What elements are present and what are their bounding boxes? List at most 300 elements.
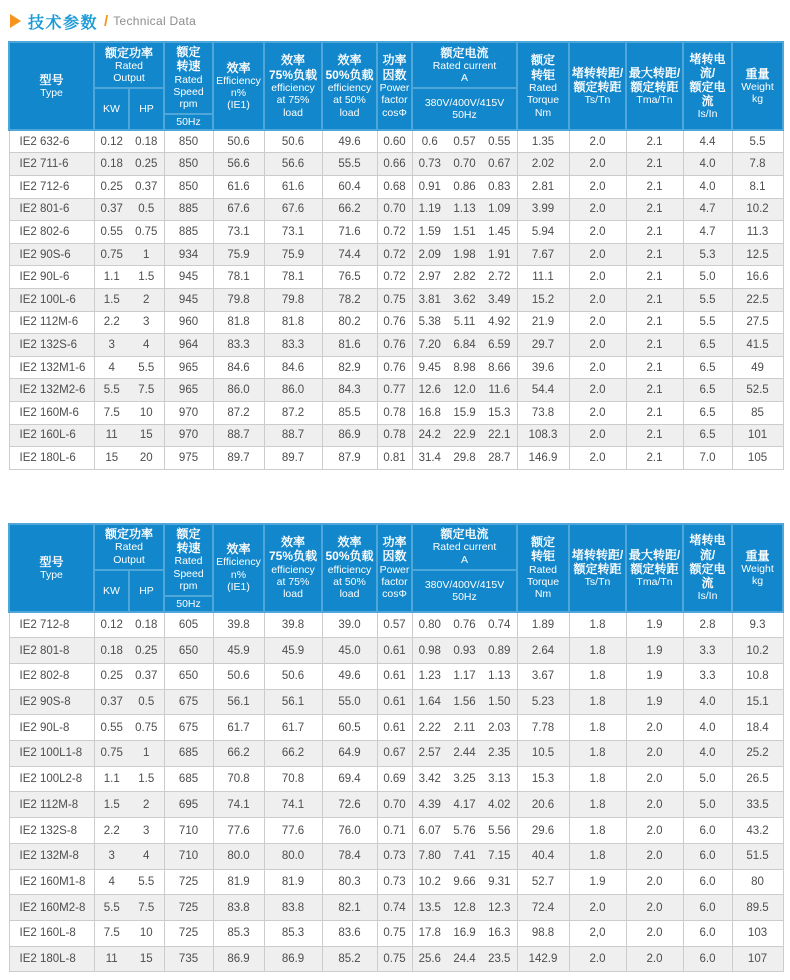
header-label-line: 转钜: [531, 549, 556, 564]
table-row: [9, 221, 783, 244]
cell-i400: 3.62: [447, 289, 482, 312]
header-label-line: Output: [113, 72, 145, 85]
cell-eff50: 45.0: [322, 638, 377, 664]
cell-ts-tn: 1.8: [569, 689, 626, 715]
cell-eff75: 39.8: [264, 612, 322, 638]
header-row: [9, 42, 783, 88]
header-label-line: Nm: [534, 106, 552, 119]
column-header-rated-speed: [164, 42, 213, 114]
cell-is-in: 6.5: [683, 424, 732, 447]
cell-ts-tn: 2.0: [569, 447, 626, 470]
table-row: [9, 447, 783, 470]
cell-model: IE2 132M1-6: [9, 356, 94, 379]
table-spacer: [8, 470, 782, 523]
cell-kw: 1.5: [94, 792, 129, 818]
column-header-weight: [732, 524, 783, 612]
header-label-line: at 75%: [276, 575, 310, 588]
cell-torque: 73.8: [517, 402, 569, 425]
cell-i400: 0.76: [447, 612, 482, 638]
header-label-line: 75%负载: [269, 549, 318, 564]
header-label-line: cosΦ: [382, 588, 407, 601]
triangle-bullet-icon: [10, 14, 21, 28]
cell-eff50: 78.4: [322, 843, 377, 869]
cell-i400: 12.0: [447, 379, 482, 402]
cell-kw: 0.18: [94, 153, 129, 176]
cell-model: IE2 132M-8: [9, 843, 94, 869]
cell-speed: 970: [164, 402, 213, 425]
cell-speed: 964: [164, 334, 213, 357]
cell-i415: 4.02: [482, 792, 517, 818]
header-label-line: 额定转距: [573, 80, 622, 94]
header-label-line: Torque: [526, 94, 560, 107]
cell-ts-tn: 2.0: [569, 334, 626, 357]
header-label-line: 效率: [281, 53, 306, 68]
cell-hp: 10: [129, 402, 164, 425]
cell-eff: 80.0: [213, 843, 264, 869]
cell-i380: 2.97: [412, 266, 447, 289]
cell-pf: 0.78: [377, 424, 412, 447]
table-row: [9, 895, 783, 921]
cell-hp: 5.5: [129, 356, 164, 379]
table-row: [9, 402, 783, 425]
cell-eff: 74.1: [213, 792, 264, 818]
header-label-line: 效率: [337, 53, 362, 68]
cell-model: IE2 712-6: [9, 176, 94, 199]
cell-model: IE2 160L-8: [9, 920, 94, 946]
header-label-line: Rated current: [432, 59, 497, 72]
cell-model: IE2 160M-6: [9, 402, 94, 425]
cell-i380: 17.8: [412, 920, 447, 946]
column-header-kw: [94, 570, 129, 612]
header-label-line: 额定电流: [440, 45, 489, 60]
cell-tma-tn: 1.9: [626, 689, 683, 715]
cell-hp: 1.5: [129, 266, 164, 289]
cell-pf: 0.78: [377, 402, 412, 425]
cell-weight: 16.6: [732, 266, 783, 289]
cell-tma-tn: 2.0: [626, 792, 683, 818]
cell-i400: 29.8: [447, 447, 482, 470]
cell-eff: 88.7: [213, 424, 264, 447]
cell-pf: 0.81: [377, 447, 412, 470]
cell-eff: 45.9: [213, 638, 264, 664]
cell-weight: 10.8: [732, 664, 783, 690]
cell-pf: 0.70: [377, 792, 412, 818]
cell-eff: 39.8: [213, 612, 264, 638]
header-label-line: KW: [103, 103, 120, 115]
table-row: [9, 153, 783, 176]
header-label-line: 额定功率: [105, 527, 154, 542]
cell-eff50: 49.6: [322, 130, 377, 153]
cell-speed: 650: [164, 664, 213, 690]
cell-i415: 11.6: [482, 379, 517, 402]
cell-i400: 12.8: [447, 895, 482, 921]
cell-i415: 0.55: [482, 130, 517, 153]
cell-is-in: 6.0: [683, 895, 732, 921]
cell-i415: 3.49: [482, 289, 517, 312]
cell-i400: 1.56: [447, 689, 482, 715]
cell-model: IE2 112M-8: [9, 792, 94, 818]
cell-kw: 7.5: [94, 402, 129, 425]
cell-tma-tn: 2.1: [626, 221, 683, 244]
cell-eff75: 86.9: [264, 946, 322, 972]
cell-torque: 5.94: [517, 221, 569, 244]
column-header-power-factor: [377, 42, 412, 130]
cell-kw: 0.75: [94, 741, 129, 767]
cell-eff50: 64.9: [322, 741, 377, 767]
cell-torque: 72.4: [517, 895, 569, 921]
cell-hp: 1: [129, 741, 164, 767]
cell-torque: 21.9: [517, 311, 569, 334]
cell-torque: 98.8: [517, 920, 569, 946]
cell-is-in: 6.0: [683, 869, 732, 895]
header-label-line: 转速: [176, 541, 201, 556]
cell-tma-tn: 2.0: [626, 766, 683, 792]
column-header-tma-tn: [626, 42, 683, 130]
cell-eff50: 55.5: [322, 153, 377, 176]
cell-ts-tn: 2.0: [569, 311, 626, 334]
header-label-line: Rated: [529, 563, 558, 576]
cell-speed: 710: [164, 843, 213, 869]
cell-i380: 0.6: [412, 130, 447, 153]
column-header-rated-output: [94, 524, 164, 570]
cell-ts-tn: 2.0: [569, 198, 626, 221]
header-label-line: load: [339, 588, 360, 601]
cell-i400: 2.44: [447, 741, 482, 767]
cell-is-in: 4.4: [683, 130, 732, 153]
cell-i415: 0.89: [482, 638, 517, 664]
header-label-line: cosΦ: [382, 106, 407, 119]
cell-speed: 685: [164, 766, 213, 792]
cell-torque: 5.23: [517, 689, 569, 715]
cell-torque: 15.2: [517, 289, 569, 312]
column-header-efficiency: [213, 524, 264, 612]
cell-i415: 0.74: [482, 612, 517, 638]
cell-kw: 4: [94, 356, 129, 379]
header-label-line: Type: [40, 87, 63, 100]
cell-torque: 11.1: [517, 266, 569, 289]
table-row: [9, 243, 783, 266]
cell-eff: 81.9: [213, 869, 264, 895]
cell-speed: 725: [164, 869, 213, 895]
column-header-rated-speed: [164, 524, 213, 596]
cell-i415: 1.50: [482, 689, 517, 715]
cell-torque: 3.99: [517, 198, 569, 221]
header-label-line: 50Hz: [452, 590, 477, 603]
cell-speed: 965: [164, 356, 213, 379]
cell-i400: 8.98: [447, 356, 482, 379]
header-label-line: rpm: [179, 580, 198, 593]
cell-is-in: 2.8: [683, 612, 732, 638]
cell-eff75: 81.8: [264, 311, 322, 334]
cell-model: IE2 712-8: [9, 612, 94, 638]
cell-i415: 28.7: [482, 447, 517, 470]
cell-torque: 2.64: [517, 638, 569, 664]
header-label-line: efficiency: [327, 81, 372, 94]
cell-kw: 7.5: [94, 920, 129, 946]
header-label-line: Rated: [174, 555, 203, 568]
table-row: [9, 356, 783, 379]
cell-model: IE2 160M1-8: [9, 869, 94, 895]
cell-tma-tn: 2.1: [626, 243, 683, 266]
cell-is-in: 3.3: [683, 638, 732, 664]
cell-eff: 78.1: [213, 266, 264, 289]
header-label-line: Speed: [173, 567, 204, 580]
column-header-rated-output: [94, 42, 164, 88]
cell-i380: 0.73: [412, 153, 447, 176]
column-header-speed-freq: [164, 114, 213, 130]
cell-eff50: 76.5: [322, 266, 377, 289]
table-row: [9, 869, 783, 895]
cell-speed: 885: [164, 221, 213, 244]
cell-eff: 50.6: [213, 130, 264, 153]
column-header-rated-torque: [517, 524, 569, 612]
table-row: [9, 198, 783, 221]
cell-ts-tn: 2.0: [569, 379, 626, 402]
cell-speed: 675: [164, 689, 213, 715]
column-header-hp: [129, 88, 164, 130]
cell-pf: 0.73: [377, 843, 412, 869]
cell-kw: 15: [94, 447, 129, 470]
header-label-line: 额定: [176, 45, 201, 60]
cell-i400: 3.25: [447, 766, 482, 792]
cell-is-in: 4.0: [683, 689, 732, 715]
cell-model: IE2 100L1-8: [9, 741, 94, 767]
cell-hp: 0.75: [129, 715, 164, 741]
cell-torque: 1.35: [517, 130, 569, 153]
cell-eff50: 76.0: [322, 818, 377, 844]
cell-i415: 0.83: [482, 176, 517, 199]
cell-ts-tn: 1.8: [569, 612, 626, 638]
cell-weight: 41.5: [732, 334, 783, 357]
header-label-line: 75%负载: [269, 67, 318, 82]
cell-weight: 27.5: [732, 311, 783, 334]
header-label-line: load: [339, 106, 360, 119]
cell-weight: 80: [732, 869, 783, 895]
cell-i380: 13.5: [412, 895, 447, 921]
cell-pf: 0.68: [377, 176, 412, 199]
cell-kw: 0.12: [94, 130, 129, 153]
cell-i400: 1.13: [447, 198, 482, 221]
cell-hp: 7.5: [129, 895, 164, 921]
cell-is-in: 4.0: [683, 741, 732, 767]
cell-i380: 12.6: [412, 379, 447, 402]
cell-eff: 83.3: [213, 334, 264, 357]
cell-hp: 2: [129, 792, 164, 818]
header-label-line: Type: [40, 568, 63, 581]
header-label-line: Rated: [529, 81, 558, 94]
cell-i380: 3.81: [412, 289, 447, 312]
cell-i380: 0.91: [412, 176, 447, 199]
header-label-line: load: [283, 588, 303, 601]
cell-torque: 7.78: [517, 715, 569, 741]
cell-i415: 6.59: [482, 334, 517, 357]
table-row: [9, 689, 783, 715]
cell-i380: 5.38: [412, 311, 447, 334]
cell-i400: 2.11: [447, 715, 482, 741]
cell-eff50: 66.2: [322, 198, 377, 221]
cell-kw: 3: [94, 334, 129, 357]
cell-pf: 0.76: [377, 311, 412, 334]
column-header-is-in: [683, 42, 732, 130]
cell-eff75: 80.0: [264, 843, 322, 869]
cell-i415: 22.1: [482, 424, 517, 447]
cell-i415: 1.09: [482, 198, 517, 221]
header-label-line: at 75%: [276, 94, 310, 107]
column-header-power-factor: [377, 524, 412, 612]
cell-ts-tn: 1.8: [569, 741, 626, 767]
cell-eff75: 86.0: [264, 379, 322, 402]
cell-tma-tn: 2.0: [626, 920, 683, 946]
cell-pf: 0.66: [377, 153, 412, 176]
table-row: [9, 715, 783, 741]
table-row: [9, 130, 783, 153]
header-label-line: 额定电流: [689, 80, 726, 109]
cell-is-in: 4.0: [683, 176, 732, 199]
cell-hp: 0.37: [129, 176, 164, 199]
cell-is-in: 6.0: [683, 843, 732, 869]
column-header-current-voltage: [412, 570, 517, 612]
table-row: [9, 920, 783, 946]
cell-i400: 6.84: [447, 334, 482, 357]
header-label-line: Efficiency: [216, 556, 261, 569]
cell-weight: 12.5: [732, 243, 783, 266]
cell-tma-tn: 2.1: [626, 447, 683, 470]
cell-eff: 56.6: [213, 153, 264, 176]
cell-model: IE2 90L-6: [9, 266, 94, 289]
cell-pf: 0.61: [377, 689, 412, 715]
cell-eff50: 82.9: [322, 356, 377, 379]
cell-kw: 0.12: [94, 612, 129, 638]
cell-i380: 24.2: [412, 424, 447, 447]
header-label-line: 50%负载: [325, 67, 374, 82]
cell-weight: 15.1: [732, 689, 783, 715]
header-label-line: Torque: [526, 575, 560, 588]
cell-ts-tn: 2.0: [569, 402, 626, 425]
header-label-line: 50Hz: [176, 116, 201, 128]
table-row: [9, 176, 783, 199]
cell-speed: 650: [164, 638, 213, 664]
cell-hp: 0.25: [129, 153, 164, 176]
cell-speed: 945: [164, 266, 213, 289]
cell-eff75: 83.8: [264, 895, 322, 921]
cell-eff: 87.2: [213, 402, 264, 425]
cell-eff: 83.8: [213, 895, 264, 921]
cell-eff: 75.9: [213, 243, 264, 266]
cell-kw: 0.55: [94, 221, 129, 244]
cell-i400: 0.86: [447, 176, 482, 199]
cell-eff: 86.9: [213, 946, 264, 972]
cell-ts-tn: 2,0: [569, 920, 626, 946]
cell-tma-tn: 2.1: [626, 266, 683, 289]
cell-ts-tn: 2.0: [569, 356, 626, 379]
table-row: [9, 843, 783, 869]
cell-weight: 103: [732, 920, 783, 946]
cell-i415: 15.3: [482, 402, 517, 425]
cell-eff: 81.8: [213, 311, 264, 334]
cell-speed: 934: [164, 243, 213, 266]
cell-weight: 85: [732, 402, 783, 425]
header-label-line: A: [461, 72, 469, 85]
cell-torque: 108.3: [517, 424, 569, 447]
header-label-line: efficiency: [271, 563, 315, 576]
cell-i400: 0.70: [447, 153, 482, 176]
cell-ts-tn: 1.8: [569, 843, 626, 869]
cell-weight: 33.5: [732, 792, 783, 818]
cell-i380: 2.22: [412, 715, 447, 741]
cell-speed: 735: [164, 946, 213, 972]
technical-table-8pole: [8, 523, 782, 973]
cell-eff50: 80.2: [322, 311, 377, 334]
column-header-eff75: [264, 524, 322, 612]
cell-ts-tn: 2.0: [569, 221, 626, 244]
table-row: [9, 289, 783, 312]
cell-ts-tn: 2.0: [569, 243, 626, 266]
header-label-line: 效率: [281, 535, 306, 550]
cell-i415: 5.56: [482, 818, 517, 844]
cell-weight: 10.2: [732, 198, 783, 221]
cell-i380: 1.59: [412, 221, 447, 244]
cell-hp: 0.75: [129, 221, 164, 244]
column-header-rated-torque: [517, 42, 569, 130]
cell-speed: 975: [164, 447, 213, 470]
cell-tma-tn: 2.0: [626, 715, 683, 741]
cell-pf: 0.72: [377, 266, 412, 289]
cell-weight: 105: [732, 447, 783, 470]
table-row: [9, 818, 783, 844]
cell-tma-tn: 2.0: [626, 843, 683, 869]
table-row: [9, 612, 783, 638]
cell-model: IE2 160L-6: [9, 424, 94, 447]
cell-i380: 31.4: [412, 447, 447, 470]
cell-speed: 710: [164, 818, 213, 844]
cell-eff75: 84.6: [264, 356, 322, 379]
cell-is-in: 4.0: [683, 715, 732, 741]
cell-model: IE2 180L-6: [9, 447, 94, 470]
cell-kw: 0.25: [94, 664, 129, 690]
cell-hp: 3: [129, 311, 164, 334]
cell-i415: 23.5: [482, 946, 517, 972]
cell-torque: 29.7: [517, 334, 569, 357]
cell-hp: 1.5: [129, 766, 164, 792]
header-label-line: at 50%: [333, 575, 366, 588]
cell-tma-tn: 2.1: [626, 311, 683, 334]
cell-weight: 18.4: [732, 715, 783, 741]
cell-eff75: 85.3: [264, 920, 322, 946]
header-label-line: 50Hz: [452, 109, 477, 122]
cell-ts-tn: 1.9: [569, 869, 626, 895]
cell-is-in: 6.5: [683, 402, 732, 425]
cell-tma-tn: 2.1: [626, 176, 683, 199]
cell-torque: 39.6: [517, 356, 569, 379]
cell-ts-tn: 1.8: [569, 715, 626, 741]
cell-eff50: 80.3: [322, 869, 377, 895]
cell-eff: 61.7: [213, 715, 264, 741]
cell-pf: 0.61: [377, 638, 412, 664]
cell-is-in: 6.5: [683, 356, 732, 379]
header-label-line: 效率: [226, 542, 251, 557]
cell-weight: 9.3: [732, 612, 783, 638]
column-header-ts-tn: [569, 42, 626, 130]
cell-pf: 0.72: [377, 243, 412, 266]
cell-i380: 9.45: [412, 356, 447, 379]
cell-weight: 43.2: [732, 818, 783, 844]
cell-eff75: 56.1: [264, 689, 322, 715]
cell-speed: 685: [164, 741, 213, 767]
cell-tma-tn: 2.1: [626, 356, 683, 379]
cell-i380: 2.09: [412, 243, 447, 266]
cell-eff75: 74.1: [264, 792, 322, 818]
cell-eff: 86.0: [213, 379, 264, 402]
